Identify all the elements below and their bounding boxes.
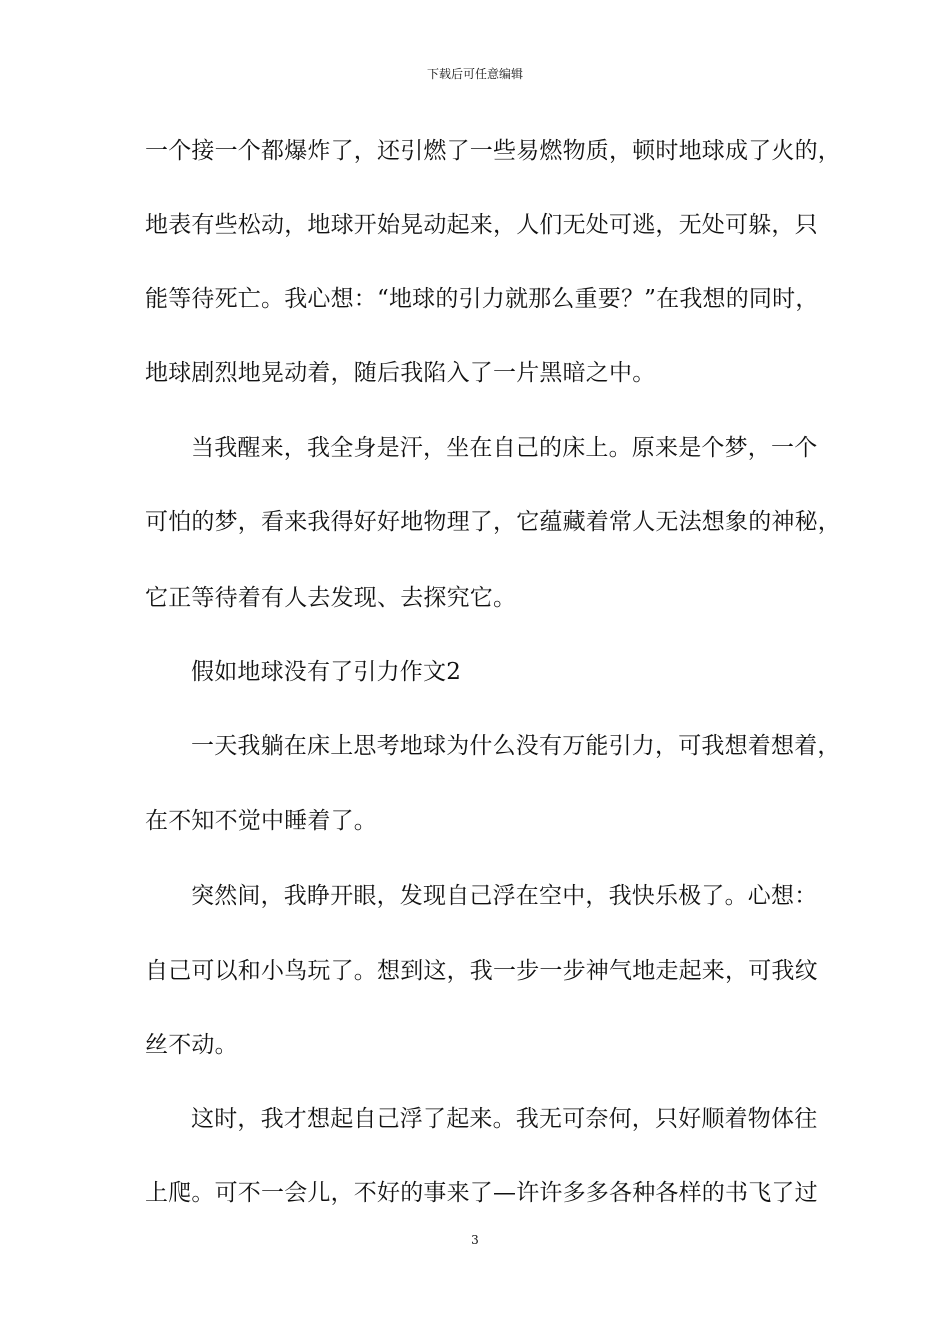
text-line: 一个接一个都爆炸了，还引燃了一些易燃物质，顿时地球成了火的，	[145, 138, 841, 164]
page-number: 3	[471, 1233, 479, 1247]
text-line: 地球剧烈地晃动着，随后我陷入了一片黑暗之中。	[145, 360, 656, 386]
text-line: 丝不动。	[145, 1032, 238, 1058]
paragraph-start: 当我醒来，我全身是汗，坐在自己的床上。原来是个梦，一个	[191, 435, 818, 461]
paragraph-start: 突然间，我睁开眼，发现自己浮在空中，我快乐极了。心想：	[191, 883, 818, 909]
paragraph-start: 这时，我才想起自己浮了起来。我无可奈何，只好顺着物体往	[191, 1106, 818, 1132]
paragraph-start: 一天我躺在床上思考地球为什么没有万能引力，可我想着想着，	[191, 733, 841, 759]
text-line: 能等待死亡。我心想：“地球的引力就那么重要？”在我想的同时，	[145, 286, 819, 312]
text-line: 上爬。可不一会儿，不好的事来了—许许多多各种各样的书飞了过	[145, 1180, 818, 1206]
text-line: 地表有些松动，地球开始晃动起来，人们无处可逃，无处可躲，只	[145, 212, 818, 238]
text-line: 可怕的梦，看来我得好好地物理了，它蕴藏着常人无法想象的神秘，	[145, 509, 841, 535]
text-line: 自己可以和小鸟玩了。想到这，我一步一步神气地走起来，可我纹	[145, 958, 818, 984]
text-line: 在不知不觉中睡着了。	[145, 808, 377, 834]
section-heading: 假如地球没有了引力作文2	[191, 659, 462, 685]
page-header: 下载后可任意编辑	[426, 67, 523, 81]
text-line: 它正等待着有人去发现、去探究它。	[145, 585, 517, 611]
